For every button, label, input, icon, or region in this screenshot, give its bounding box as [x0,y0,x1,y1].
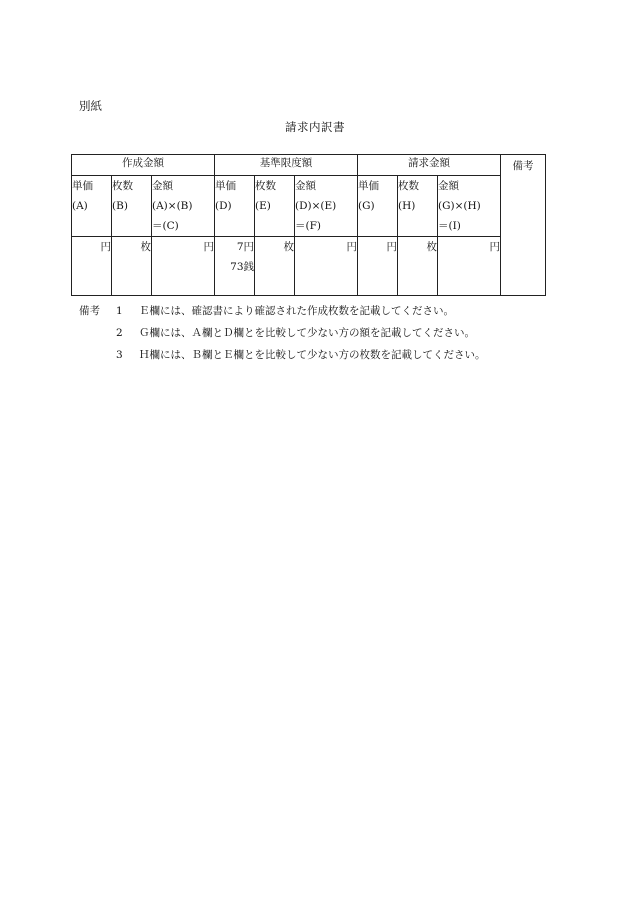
column-header-cell [112,176,152,237]
note-number: 1 [116,305,123,317]
column-header-text: (G) [358,200,375,212]
value-unit: 円 [489,241,501,253]
group-seikyu: 請求金額 [358,155,501,176]
column-header-text: (B) [112,200,128,212]
column-header-text: 枚数 [255,180,277,192]
value-cell [72,237,112,296]
column-header-text: ＝(I) [438,220,461,232]
notes-label: 備考 [79,305,100,317]
group-header-row [72,155,546,176]
column-header-text: (G)×(H) [438,200,481,212]
group-kijun: 基準限度額 [215,155,358,176]
column-header-text: 単価 [72,180,93,192]
value-cell [295,237,358,296]
column-header-cell [72,176,112,237]
column-header-text: ＝(C) [152,220,179,232]
value-cell [438,237,501,296]
attachment-label: 別紙 [79,99,102,113]
column-header-text: 単価 [215,180,237,192]
value-unit: 7円 [236,241,255,253]
note-number: 2 [116,327,123,339]
value-unit: 円 [100,241,111,253]
value-unit: 円 [386,241,398,253]
value-row [72,237,546,296]
value-unit: 枚 [140,241,151,253]
column-header-text: (D)×(E) [295,200,337,212]
column-header-row [72,176,546,237]
column-header-text: (D) [215,200,232,212]
column-header-text: (E) [255,200,271,212]
value-unit: 枚 [283,241,295,253]
column-header-cell [215,176,255,237]
value-unit: 円 [203,241,215,253]
breakdown-table [71,154,546,296]
value-cell [112,237,152,296]
note-number: 3 [116,349,123,361]
column-header-text: (A) [72,200,88,212]
value-cell [398,237,438,296]
note-text: Ｈ欄には、Ｂ欄とＥ欄とを比較して少ない方の枚数を記載してください。 [139,349,486,361]
value-cell [215,237,255,296]
column-header-cell [295,176,358,237]
column-header-text: 金額 [438,180,460,192]
column-header-text: 単価 [358,180,380,192]
column-header-text: 枚数 [112,180,133,192]
value-unit: 枚 [426,241,438,253]
column-header-cell [438,176,501,237]
value-unit: 円 [346,241,358,253]
value-cell [152,237,215,296]
column-header-text: 金額 [295,180,317,192]
column-header-text: ＝(F) [295,220,321,232]
note-text: Ｇ欄には、Ａ欄とＤ欄とを比較して少ない方の額を記載してください。 [139,327,475,339]
column-header-cell [255,176,295,237]
value-cell [358,237,398,296]
group-sakusei: 作成金額 [72,155,215,176]
column-header-cell [358,176,398,237]
column-header-cell [398,176,438,237]
value-cell [255,237,295,296]
column-header-cell [152,176,215,237]
document-title: 請求内訳書 [285,120,345,134]
value-unit: 73銭 [230,261,255,273]
column-header-text: 金額 [152,180,173,192]
group-biko: 備考 [501,155,546,296]
note-text: Ｅ欄には、確認書により確認された作成枚数を記載してください。 [139,305,454,317]
column-header-text: (H) [398,200,416,212]
column-header-text: 枚数 [398,180,420,192]
column-header-text: (A)×(B) [152,200,193,212]
